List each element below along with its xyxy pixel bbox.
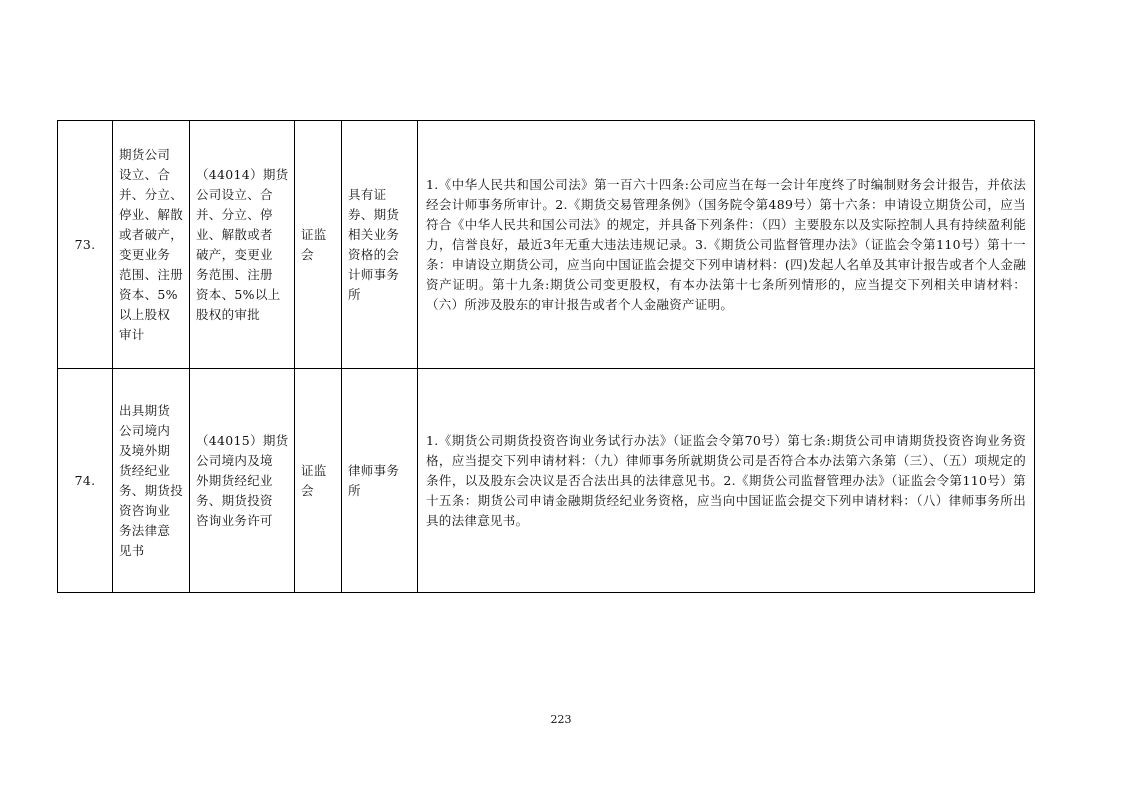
row-number: 73.	[58, 121, 113, 369]
administrative-items-table	[57, 120, 1035, 593]
table-row	[58, 121, 1035, 369]
intermediary-text: 律师事务 所	[348, 462, 400, 498]
table-row	[58, 369, 1035, 593]
service-item-cell	[113, 121, 190, 369]
service-item-text: 期货公司 设立、合 并、分立、 停业、解散 或者破产， 变更业务 范围、注册 资本、5% 以上股权 审计	[119, 146, 184, 342]
row-number: 74.	[58, 369, 113, 593]
legal-basis-cell	[418, 121, 1035, 369]
intermediary-cell	[342, 369, 418, 593]
department-text: 证监 会	[301, 226, 327, 262]
department-cell	[295, 121, 342, 369]
approval-item-cell	[190, 121, 295, 369]
approval-item-text: （44015）期货 公司境内及境 外期货经纪业 务、期货投资 咨询业务许可	[196, 432, 289, 528]
legal-basis-text: 1.《期货公司期货投资咨询业务试行办法》（证监会令第70号）第七条:期货公司申请期货投资咨询业务资格，应当提交下列申请材料：（九）律师事务所就期货公司是否符合本办法第六条第（三）、（五）项规定的条件，以及股东会决议是否合法出具的法律意见书。2.《期货公司监督管理办法》（证监会令第110号）第十五条：期货公司申请金融期货经纪业务资格，应当向中国证监会提交下列申请材料：（八）律师事务所出具的法律意见书。	[426, 432, 1026, 528]
intermediary-text: 具有证 券、期货 相关业务 资格的会 计师事务 所	[348, 186, 400, 302]
service-item-text: 出具期货 公司境内 及境外期 货经纪业 务、期货投 资咨询业 务法律意 见书	[119, 402, 184, 558]
approval-item-text: （44014）期货 公司设立、合 并、分立、停 业、解散或者 破产，变更业 务范围、注册 资本、5%以上 股权的审批	[196, 166, 289, 322]
service-item-cell	[113, 369, 190, 593]
legal-basis-cell	[418, 369, 1035, 593]
department-text: 证监 会	[301, 462, 327, 498]
approval-item-cell	[190, 369, 295, 593]
intermediary-cell	[342, 121, 418, 369]
legal-basis-text: 1.《中华人民共和国公司法》第一百六十四条:公司应当在每一会计年度终了时编制财务会计报告，并依法经会计师事务所审计。2.《期货交易管理条例》（国务院令第489号）第十六条：申请设立期货公司，应当符合《中华人民共和国公司法》的规定，并具备下列条件：（四）主要股东以及实际控制人具有持续盈利能力，信誉良好，最近3年无重大违法违规记录。3.《期货公司监督管理办法》（证监会令第110号）第十一条：申请设立期货公司，应当向中国证监会提交下列申请材料：(四)发起人名单及其审计报告或者个人金融资产证明。第十九条:期货公司变更股权，有本办法第十七条所列情形的，应当提交下列相关申请材料：（六）所涉及股东的审计报告或者个人金融资产证明。	[426, 176, 1026, 312]
department-cell	[295, 369, 342, 593]
page-number: 223	[550, 713, 572, 726]
